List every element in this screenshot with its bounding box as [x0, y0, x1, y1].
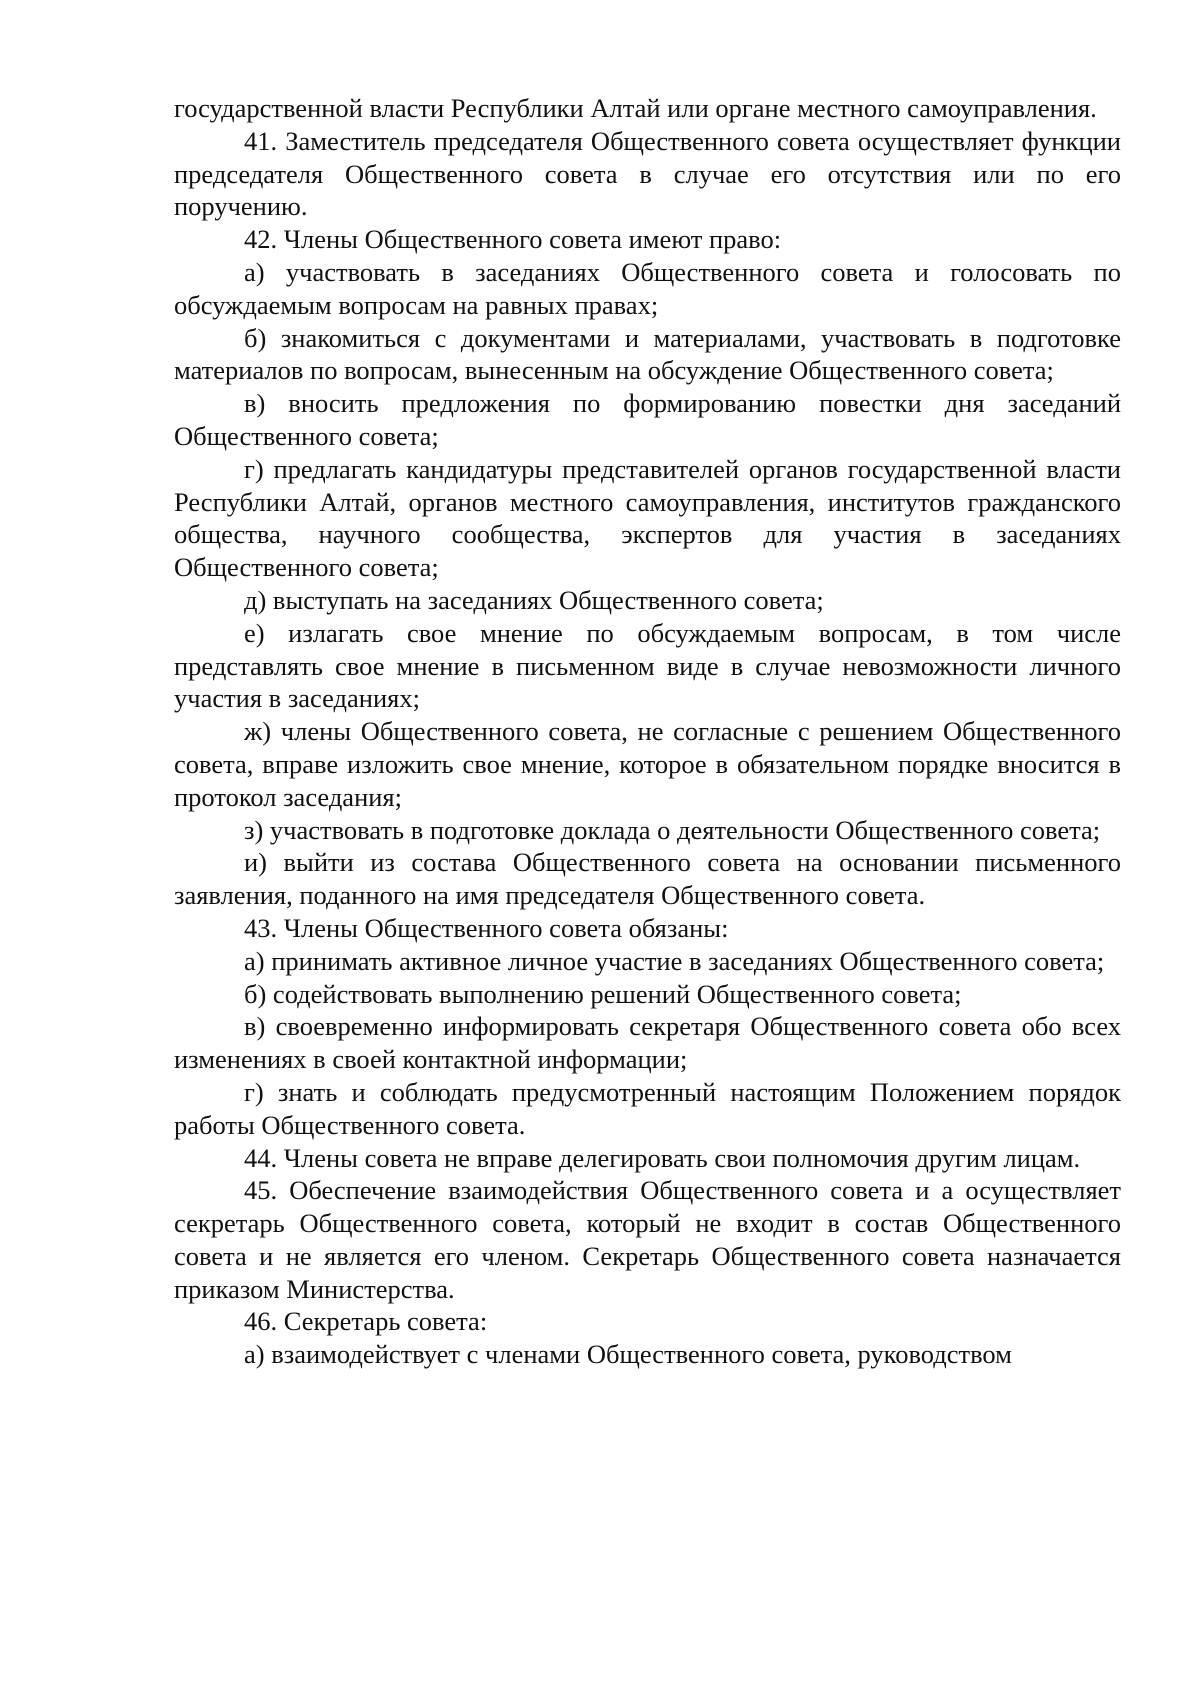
- document-paragraph: а) участвовать в заседаниях Общественного совета и голосовать по обсуждаемым вопросам на равных правах;: [174, 256, 1121, 320]
- document-paragraph: 46. Секретарь совета:: [244, 1306, 488, 1337]
- document-paragraph: а) принимать активное личное участие в заседаниях Общественного совета;: [244, 945, 1105, 976]
- document-paragraph: б) содействовать выполнению решений Общественного совета;: [244, 978, 962, 1009]
- document-paragraph: а) взаимодействует с членами Общественного совета, руководством: [244, 1339, 1012, 1370]
- document-paragraph: в) своевременно информировать секретаря Общественного совета обо всех изменениях в своей контактной информации;: [174, 1011, 1121, 1075]
- document-paragraph: г) знать и соблюдать предусмотренный настоящим Положением порядок работы Общественного совета.: [174, 1076, 1121, 1140]
- document-paragraph: г) предлагать кандидатуры представителей органов государственной власти Республики Алтай, органов местного самоуправления, институтов гражданского общества, научного сообщества, экспертов для участия в заседаниях Общественного совета;: [174, 453, 1121, 583]
- document-paragraph: з) участвовать в подготовке доклада о деятельности Общественного совета;: [244, 814, 1101, 845]
- document-paragraph: 41. Заместитель председателя Общественного совета осуществляет функции председателя Общественного совета в случае его отсутствия или по его поручению.: [174, 125, 1121, 222]
- document-paragraph: д) выступать на заседаниях Общественного совета;: [244, 584, 824, 615]
- document-paragraph: ж) члены Общественного совета, не согласные с решением Общественного совета, вправе изложить свое мнение, которое в обязательном порядке вносится в протокол заседания;: [174, 716, 1121, 812]
- document-paragraph: в) вносить предложения по формированию повестки дня заседаний Общественного совета;: [174, 388, 1121, 451]
- document-paragraph: б) знакомиться с документами и материалами, участвовать в подготовке материалов по вопросам, вынесенным на обсуждение Общественного совета;: [174, 322, 1121, 386]
- document-paragraph: 44. Члены совета не вправе делегировать свои полномочия другим лицам.: [244, 1142, 1081, 1173]
- document-paragraph: государственной власти Республики Алтай или органе местного самоуправления.: [174, 93, 1097, 123]
- document-page: [174, 92, 1121, 1371]
- document-paragraph: и) выйти из состава Общественного совета на основании письменного заявления, поданного на имя председателя Общественного совета.: [174, 847, 1121, 911]
- document-paragraph: е) излагать свое мнение по обсуждаемым вопросам, в том числе представлять свое мнение в письменном виде в случае невозможности личного участия в заседаниях;: [174, 617, 1121, 714]
- document-paragraph: 45. Обеспечение взаимодействия Общественного совета и а осуществляет секретарь Общественного совета, который не входит в состав Общественного совета и не является его членом. Секретарь Общественного совета назначается приказом Министерства.: [174, 1175, 1121, 1304]
- document-paragraph: 43. Члены Общественного совета обязаны:: [244, 912, 729, 943]
- document-paragraph: 42. Члены Общественного совета имеют право:: [244, 224, 782, 255]
